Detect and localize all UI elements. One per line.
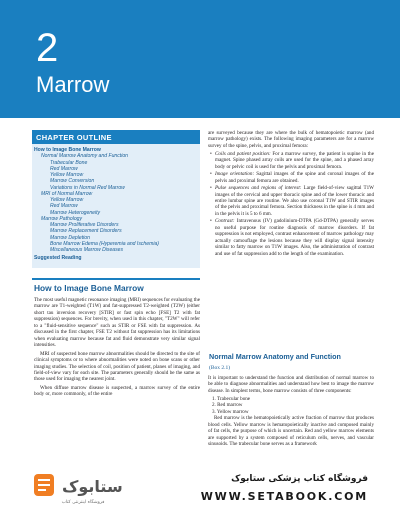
outline-item[interactable]: How to Image Bone Marrow [34,147,101,153]
bullet-label: Image orientation: [215,171,255,178]
outline-item[interactable]: Marrow Replacement Disorders [50,228,122,235]
section-heading-imaging: How to Image Bone Marrow [34,283,144,293]
bullet-label: Pulse sequences and regions of interest: [215,185,302,192]
outline-item[interactable]: Yellow Marrow [50,197,84,203]
outline-item[interactable]: Trabecular Bone [50,159,88,166]
outline-item[interactable]: Marrow Heterogeneity [50,209,101,216]
body-paragraph: MRI of suspected bone marrow abnormalities should be directed to the site of clinical symptoms or to where abnormalities were noted on bone scans or other imaging studies. The selection of coil, position of patient, planes of imaging, and field-of-view vary for each site. The parameters generally should be the same as those used for imaging the nearest joint. [34,350,200,383]
bullet-text: Large field-of-view sagittal T1W images of the cervical and upper thoracic spine and of the lower thoracic and entire lumbar spine are routine. We also use coronal T1W and STIR images of the pelvis and proximal femora. Section thickness in the spine is 4 mm and in the pelvis it is 5 to 6 mm. [215,185,374,217]
body-paragraph: When diffuse marrow disease is suspected, a marrow survey of the entire body or, more commonly, of the entire [34,384,200,398]
chapter-outline-heading: CHAPTER OUTLINE [32,130,200,144]
left-column-body [34,297,200,400]
outline-item[interactable]: Marrow Conversion [50,178,95,185]
bullet-item [208,185,374,217]
bullet-text: For a marrow survey, the patient is supine in the magnet. Spine phased array coils are used for the spine, and a phased array body or pelvic coil is used for the pelvis and proximal femora. [215,150,374,170]
outline-item[interactable]: Red Marrow [50,165,78,172]
chapter-outline-list [34,147,200,262]
anatomy-paragraph-2: Red marrow is the hematopoietically active fraction of marrow that produces blood cells. Yellow marrow is hematopoietically inactive and composed mainly of fat cells, the purpose of which is uncertain. Red and yellow marrow elements are supported by a system composed of reticulum cells, nerves, and vascular sinusoids. The trabecular bone serves as a framework [208,415,374,448]
body-paragraph: The most useful magnetic resonance imaging (MRI) sequences for evaluating the marrow are T1-weighted (T1W) and fat-suppressed T2-weighted (T2W) (either short tau inversion recovery [STIR] or fast spin echo [FSE] T2 with fat suppression) sequences. For brevity, when used in this chapter, "T2W" will refer to a "fluid-sensitive sequence" such as STIR or FSE with fat suppression. As discussed in the first chapter, FSE T2 without fat suppression has its limitations when evaluating marrow because fat and fluid demonstrate very similar signal intensities. [34,297,200,349]
bullet-label: Coils and patient position: [215,150,271,157]
bullet-label: Contrast: [215,218,235,225]
marrow-component-item: 1. Trabecular bone [212,395,251,402]
section-rule [32,278,200,280]
brand-tagline: فروشگاه کتاب پزشکی ستابوک [231,474,368,484]
bullet-text: Sagittal images of the spine and coronal images of the pelvis and proximal femora are obtained. [215,171,374,184]
brand-url[interactable]: WWW.SETABOOK.COM [200,490,368,503]
bullet-text: Intravenous (IV) gadolinium-DTPA (Gd-DTPA) generally serves no useful purpose for routine diagnosis of marrow disorders. If fat suppression is not employed, contrast enhancement of marrow pathology may actually camouflage the lesions because they will display signal intensity similar to fatty marrow on T1W images. Also, the administration of contrast and use of fat suppression add to the length of the examination. [215,218,375,257]
outline-item[interactable]: Miscellaneous Marrow Diseases [50,247,124,253]
chapter-header-band [0,0,400,118]
anatomy-body [208,375,374,449]
bullet-item [208,171,374,184]
right-intro-paragraph: are surveyed because they are where the bulk of hematopoietic marrow (and marrow pathology) exists. The following imaging parameters are for a marrow survey of the spine, pelvis, and proximal femora: [208,130,374,149]
marrow-component-item: 3. Yellow marrow [212,408,249,415]
outline-item[interactable]: Marrow Proliferative Disorders [50,222,119,228]
outline-suggested-reading[interactable]: Suggested Reading [34,255,82,262]
chapter-number: 2 [36,26,59,70]
logo-wordmark: ستابوک [62,477,123,496]
imaging-parameters-list [208,151,374,257]
outline-item[interactable]: Variations in Normal Red Marrow [50,184,125,191]
section-heading-anatomy: Normal Marrow Anatomy and Function [209,352,341,361]
chapter-title: Marrow [36,72,110,97]
anatomy-paragraph-1: It is important to understand the function and distribution of normal marrow to be able to diagnose abnormalities and understand how best to image the marrow disease. In simplest terms, bone marrow consists of three components: [208,375,374,394]
box-reference-link[interactable]: (Box 2.1) [209,365,231,371]
outline-item[interactable]: Red Marrow [50,203,78,210]
marrow-components-list [208,396,374,415]
outline-item[interactable]: Marrow Pathology [41,215,83,222]
outline-item[interactable]: Marrow Depletion [50,234,90,241]
outline-item[interactable]: Yellow Marrow [50,172,84,178]
marrow-component-item: 2. Red marrow [212,402,243,409]
outline-item[interactable]: Bone Marrow Edema (Hyperemia and Ischemia) [50,240,159,247]
bullet-item [208,151,374,170]
bullet-item [208,218,374,257]
logo-subtitle: فروشگاه اینترنتی کتاب [61,500,105,505]
outline-item[interactable]: Normal Marrow Anatomy and Function [41,153,129,160]
outline-item[interactable]: MRI of Normal Marrow [41,190,93,197]
right-column-body [208,130,374,258]
